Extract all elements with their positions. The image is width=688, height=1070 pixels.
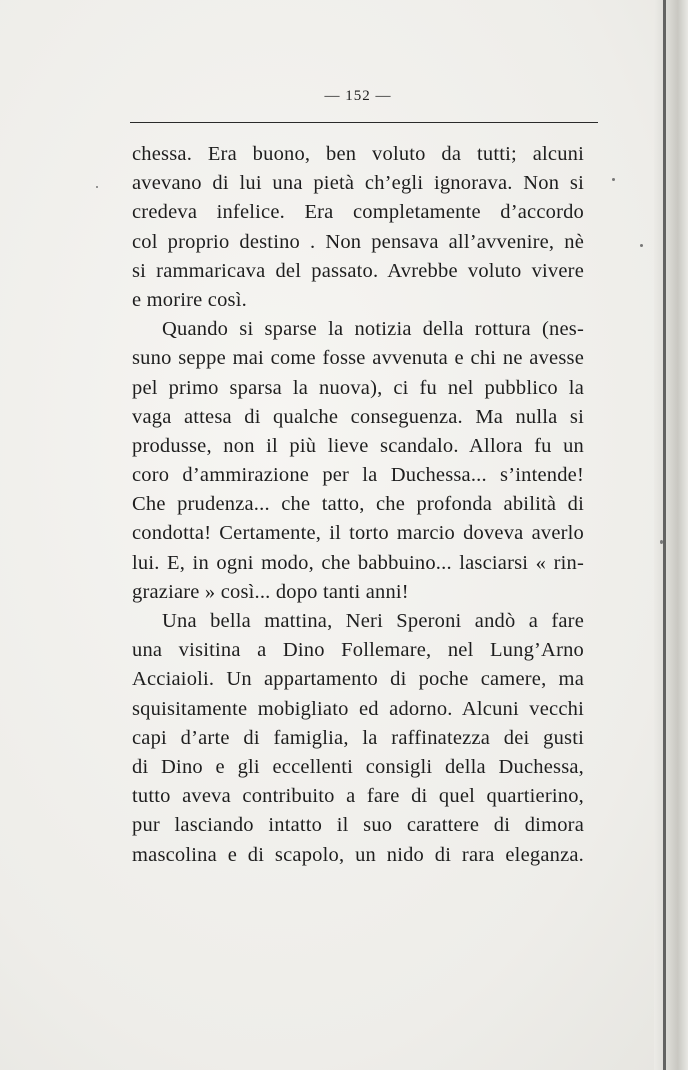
text-line: condotta! Certamente, il torto marcio doveva averlo [132,522,584,545]
text-line: mascolina e di scapolo, un nido di rara eleganza. [132,843,584,866]
text-line: e morire così. [132,288,247,311]
paragraph-start-line: Quando si sparse la notizia della rottura (nes- [162,318,584,341]
page-number: — 152 — [324,88,392,104]
header-rule [130,122,598,123]
text-line: lui. E, in ogni modo, che babbuino... lasciarsi « rin- [132,551,584,574]
text-line: coro d’ammirazione per la Duchessa... s’intende! [132,464,584,487]
binding-edge-line [663,0,666,1070]
body-text [132,140,584,870]
text-line: credeva infelice. Era completamente d’accordo [132,201,584,224]
ink-speck [660,540,663,544]
ink-speck [612,178,615,181]
text-line: Che prudenza... che tatto, che profonda abilità di [132,493,584,516]
text-line: una visitina a Dino Follemare, nel Lung’Arno [132,639,584,662]
text-line: capi d’arte di famiglia, la raffinatezza dei gusti [132,726,584,749]
text-line: vaga attesa di qualche conseguenza. Ma nulla si [132,405,584,428]
text-line: produsse, non il più lieve scandalo. Allora fu un [132,434,584,457]
text-line: chessa. Era buono, ben voluto da tutti; alcuni [132,143,584,165]
ink-speck [640,244,643,247]
text-line: tutto aveva contribuito a fare di quel quartierino, [132,785,584,808]
text-line: pur lasciando intatto il suo carattere di dimora [132,814,584,837]
text-line: col proprio destino . Non pensava all’avvenire, nè [132,230,584,253]
text-line: graziare » così... dopo tanti anni! [132,580,409,603]
text-line: Acciaioli. Un appartamento di poche camere, ma [132,668,584,691]
text-line: squisitamente mobigliato ed adorno. Alcuni vecchi [132,697,584,720]
text-line: pel primo sparsa la nuova), ci fu nel pubblico la [132,376,584,399]
text-line: avevano di lui una pietà ch’egli ignorava. Non si [132,172,584,195]
text-line: suno seppe mai come fosse avvenuta e chi ne avesse [132,347,584,370]
text-line: di Dino e gli eccellenti consigli della Duchessa, [132,755,584,778]
page-edge-shadow [654,0,688,1070]
text-line: si rammaricava del passato. Avrebbe voluto vivere [132,259,584,282]
paragraph-start-line: Una bella mattina, Neri Speroni andò a fare [162,610,584,632]
ink-speck [96,186,98,188]
